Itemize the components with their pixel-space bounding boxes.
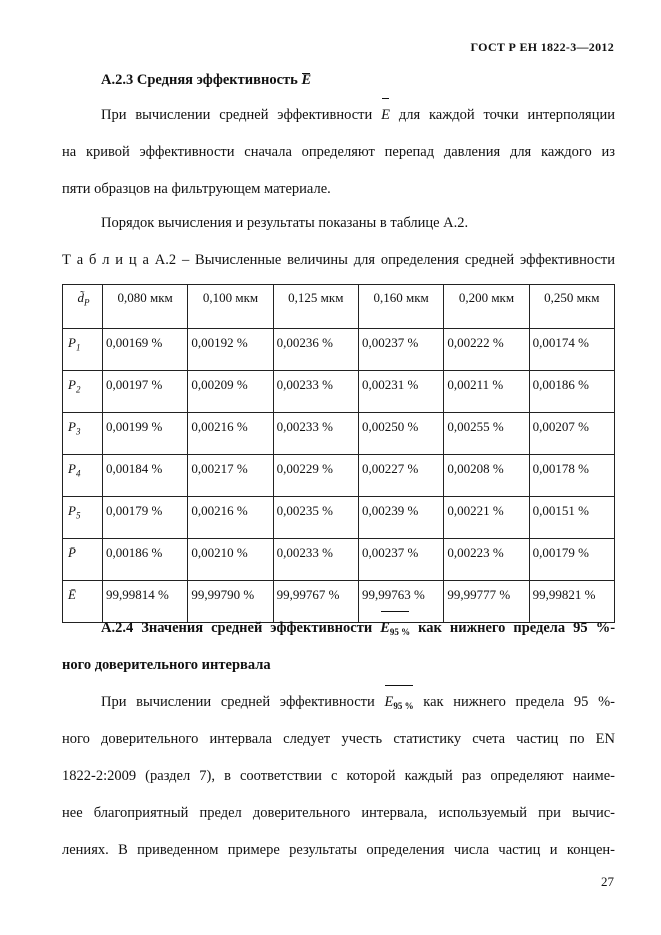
column-header: 0,125 мкм <box>273 285 358 329</box>
table-cell: 0,00233 % <box>273 539 358 581</box>
table-cell: 0,00222 % <box>444 329 529 371</box>
table-cell: 0,00211 % <box>444 371 529 413</box>
mean-efficiency-95-symbol <box>384 684 413 725</box>
table-cell: 0,00216 % <box>188 413 273 455</box>
table-cell: 99,99790 % <box>188 581 273 623</box>
particle-diameter-symbol: d̃ <box>77 290 84 305</box>
row-label-cell <box>63 455 103 497</box>
table-cell: 0,00209 % <box>188 371 273 413</box>
paragraph-line: ного доверительного интервала следует учесть статистику счета частиц по EN <box>62 731 615 747</box>
row-label-subscript: 4 <box>75 468 81 479</box>
text-fragment: как нижнего предела 95 %- <box>418 620 616 636</box>
text-fragment: А.2.4 Значения средней эффективности <box>101 620 373 636</box>
column-header: 0,100 мкм <box>188 285 273 329</box>
paragraph-line: лениях. В приведенном примере результаты определения числа частиц и концен- <box>62 842 615 858</box>
table-cell: 0,00192 % <box>188 329 273 371</box>
table-cell: 0,00217 % <box>188 455 273 497</box>
text-fragment: При вычислении средней эффективности <box>101 107 373 123</box>
table-cell: 99,99814 % <box>103 581 188 623</box>
table-row <box>63 539 615 581</box>
caption-text: Т а б л и ц а А.2 – Вычисленные величины для определения средней эффективности <box>62 252 615 268</box>
row-label-subscript: 5 <box>75 510 81 521</box>
paragraph-line: на кривой эффективности сначала определяют перепад давления для каждого из <box>62 144 615 160</box>
table-cell: 0,00229 % <box>273 455 358 497</box>
row-label: P <box>68 461 76 476</box>
heading-line: ного доверительного интервала <box>62 657 271 673</box>
table-cell: 0,00255 % <box>444 413 529 455</box>
mean-efficiency-symbol: E <box>381 97 390 134</box>
table-cell: 0,00174 % <box>529 329 614 371</box>
symbol-letter: E <box>380 620 390 636</box>
text-fragment: При вычислении средней эффективности <box>101 694 375 710</box>
symbol-subscript: 95 % <box>389 627 411 637</box>
row-label-subscript: 2 <box>75 384 81 395</box>
paragraph-line <box>62 97 615 134</box>
symbol-subscript: P <box>84 297 90 308</box>
paragraph-line: нее благоприятный предел доверительного интервала, используемый при вычис- <box>62 805 615 821</box>
table-caption <box>62 242 615 279</box>
table-cell: 0,00231 % <box>358 371 443 413</box>
row-label-cell <box>63 329 103 371</box>
section-a23-paragraph <box>62 97 615 208</box>
corner-header-cell <box>63 285 103 329</box>
table-cell: 0,00186 % <box>529 371 614 413</box>
symbol-letter: E <box>384 694 394 710</box>
table-cell: 0,00250 % <box>358 413 443 455</box>
table-cell: 0,00233 % <box>273 413 358 455</box>
document-code: ГОСТ Р ЕН 1822-3—2012 <box>470 40 614 54</box>
table-cell: 0,00179 % <box>529 539 614 581</box>
symbol-subscript: 95 % <box>393 701 414 711</box>
row-label-cell <box>63 497 103 539</box>
column-header: 0,200 мкм <box>444 285 529 329</box>
section-a24-paragraph <box>62 684 615 869</box>
table-cell: 0,00199 % <box>103 413 188 455</box>
table-cell: 0,00237 % <box>358 329 443 371</box>
row-label-cell <box>63 539 103 581</box>
table-cell: 99,99821 % <box>529 581 614 623</box>
heading-line <box>62 610 615 647</box>
table-cell: 0,00184 % <box>103 455 188 497</box>
row-label: P̄ <box>68 545 76 560</box>
table-cell: 0,00227 % <box>358 455 443 497</box>
row-label-subscript: 1 <box>75 342 81 353</box>
table-header-row <box>63 285 615 329</box>
table-cell: 99,99767 % <box>273 581 358 623</box>
table-cell: 0,00236 % <box>273 329 358 371</box>
table-cell: 0,00151 % <box>529 497 614 539</box>
table-cell: 0,00186 % <box>103 539 188 581</box>
paragraph-line: 1822-2:2009 (раздел 7), в соответствии с которой каждый раз определяют наиме- <box>62 768 615 784</box>
table-row <box>63 455 615 497</box>
text-fragment: для каждой точки интерполяции <box>398 107 615 123</box>
row-label: P <box>68 419 76 434</box>
table-row <box>63 329 615 371</box>
table-reference-paragraph: Порядок вычисления и результаты показаны в таблице А.2. <box>101 215 469 231</box>
column-header: 0,080 мкм <box>103 285 188 329</box>
table-row <box>63 413 615 455</box>
table-row <box>63 371 615 413</box>
table-cell: 0,00221 % <box>444 497 529 539</box>
row-label-subscript: 3 <box>75 426 81 437</box>
mean-efficiency-95-symbol <box>380 610 410 651</box>
table-cell: 0,00197 % <box>103 371 188 413</box>
table-cell: 0,00178 % <box>529 455 614 497</box>
table-cell: 0,00208 % <box>444 455 529 497</box>
table-cell: 0,00239 % <box>358 497 443 539</box>
table-cell: 99,99763 % <box>358 581 443 623</box>
table-cell: 0,00169 % <box>103 329 188 371</box>
mean-efficiency-symbol: E <box>301 72 312 88</box>
table-row <box>63 497 615 539</box>
row-label: P <box>68 503 76 518</box>
table-cell: 99,99777 % <box>444 581 529 623</box>
table-cell: 0,00233 % <box>273 371 358 413</box>
row-label-cell <box>63 371 103 413</box>
table-cell: 0,00179 % <box>103 497 188 539</box>
row-label-cell <box>63 413 103 455</box>
table-cell: 0,00210 % <box>188 539 273 581</box>
table-cell: 0,00223 % <box>444 539 529 581</box>
section-a23-title: А.2.3 Средняя эффективность <box>101 72 298 88</box>
row-label: P <box>68 335 76 350</box>
row-label: Ē <box>68 587 76 602</box>
text-fragment: как нижнего предела 95 %- <box>423 694 616 710</box>
paragraph-line <box>62 684 615 721</box>
row-label: P <box>68 377 76 392</box>
table-body <box>63 329 615 623</box>
column-header: 0,250 мкм <box>529 285 614 329</box>
column-header: 0,160 мкм <box>358 285 443 329</box>
table-cell: 0,00207 % <box>529 413 614 455</box>
table-cell: 0,00235 % <box>273 497 358 539</box>
efficiency-table <box>62 284 615 623</box>
page-number: 27 <box>601 874 614 889</box>
table-cell: 0,00237 % <box>358 539 443 581</box>
section-a24-heading <box>62 610 615 684</box>
paragraph-line: пяти образцов на фильтрующем материале. <box>62 181 331 197</box>
table-cell: 0,00216 % <box>188 497 273 539</box>
section-a23-heading <box>101 72 311 89</box>
